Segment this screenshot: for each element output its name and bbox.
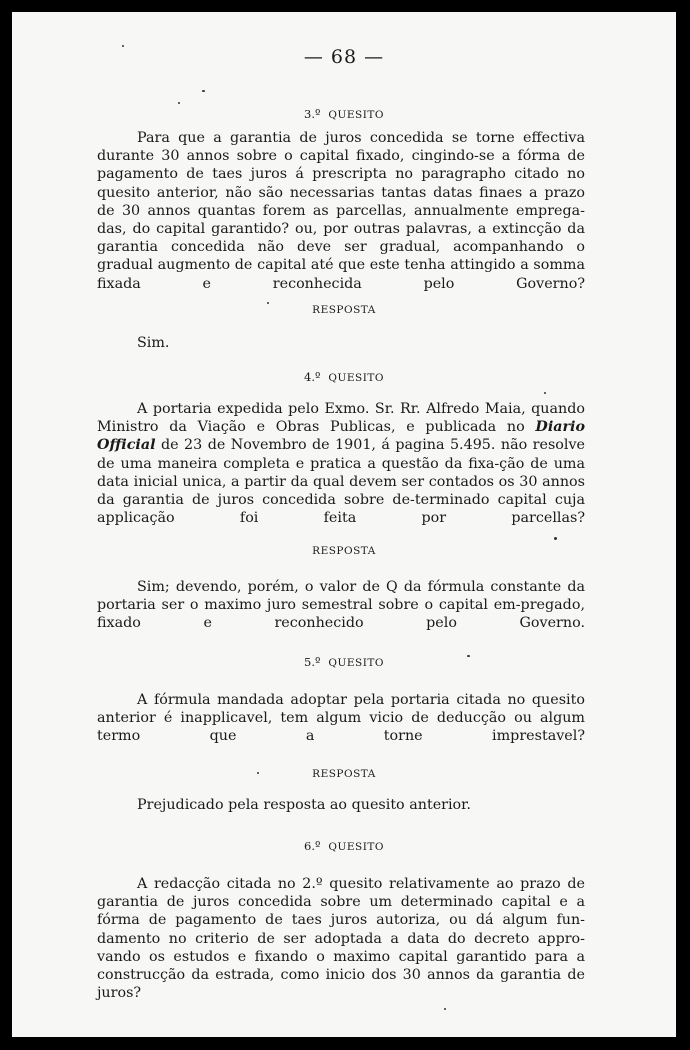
scan-speck — [178, 102, 180, 104]
answer-text: Sim. — [137, 335, 170, 351]
answer-text: Sim; devendo, porém, o valor de Q da fórmula constante da portaria ser o maximo juro semestral sobre o capital em-pregado, fixado e reconhecido pelo Governo. — [97, 579, 585, 632]
question-text: A fórmula mandada adoptar pela portaria citada no quesito anterior é inapplicavel, tem algum vicio de deducção ou algum termo que a torne imprestavel? — [97, 692, 585, 745]
question-text-before: A portaria expedida pelo Exmo. Sr. Rr. Alfredo Maia, quando Ministro da Viação e Obras Publicas, e publicada no — [97, 401, 585, 436]
answer-heading-5: RESPOSTA — [312, 768, 376, 780]
scan-speck — [202, 90, 205, 92]
section-ordinal: 3.º — [304, 107, 321, 121]
answer-paragraph-5 — [97, 796, 585, 814]
scan-speck — [544, 392, 546, 394]
section-ordinal: 4.º — [304, 370, 321, 384]
scan-speck — [122, 45, 124, 47]
scan-speck — [554, 537, 557, 540]
question-paragraph-4 — [97, 400, 585, 527]
section-label: QUESITO — [328, 372, 384, 384]
scan-speck — [257, 772, 259, 774]
section-ordinal: 5.º — [304, 655, 321, 669]
scan-speck — [467, 655, 470, 657]
section-heading-4 — [12, 370, 676, 384]
section-label: QUESITO — [328, 841, 384, 853]
answer-text: Prejudicado pela resposta ao quesito anterior. — [137, 797, 471, 813]
question-italic-title: Diario Official — [97, 419, 586, 454]
question-text: A redacção citada no 2.º quesito relativamente ao prazo de garantia de juros concedida sobre um determinado capital e a fórma de pagamento de taes juros autoriza, ou dá algum fun-damento no criterio de ser adoptada a data do decreto appro-vando os estudos e fixando o maximo capital garantido para a construcção da estrada, como inicio dos 30 annos da garantia de juros? — [97, 876, 585, 1002]
section-label: QUESITO — [328, 657, 384, 669]
answer-heading-3: RESPOSTA — [312, 304, 376, 316]
answer-paragraph-4 — [97, 578, 585, 633]
question-paragraph-6 — [97, 875, 585, 1002]
scan-speck — [444, 1008, 446, 1010]
question-paragraph-3 — [97, 129, 585, 293]
document-page — [12, 12, 676, 1037]
question-text: Para que a garantia de juros concedida se torne effectiva durante 30 annos sobre o capital fixado, cingindo-se a fórma de pagamento de taes juros á prescripta no paragrapho citado no quesito anterior, não são necessarias tantas datas finaes a prazo de 30 annos quantas forem as parcellas, annualmente emprega-das, do capital garantido? ou, por outras palavras, a extincção da garantia concedida não deve ser gradual, acompanhando o gradual augmento de capital até que este tenha attingido a somma fixada e reconhecida pelo Governo? — [97, 130, 585, 292]
question-text-after: de 23 de Novembro de 1901, á pagina 5.495. não resolve de uma maneira completa e pratica a questão da fixa-ção de uma data inicial unica, a partir da qual devem ser contados os 30 annos da garantia de juros concedida sobre de-terminado capital cuja applicação foi feita por parcellas? — [97, 437, 586, 527]
answer-paragraph-3 — [97, 334, 585, 352]
scan-speck — [267, 302, 269, 304]
answer-heading-4: RESPOSTA — [312, 545, 376, 557]
question-paragraph-5 — [97, 691, 585, 746]
section-ordinal: 6.º — [304, 839, 321, 853]
section-label: QUESITO — [328, 109, 384, 121]
section-heading-5 — [12, 655, 676, 669]
page-number: — 68 — — [303, 46, 385, 68]
section-heading-6 — [12, 839, 676, 853]
section-heading-3 — [12, 107, 676, 121]
